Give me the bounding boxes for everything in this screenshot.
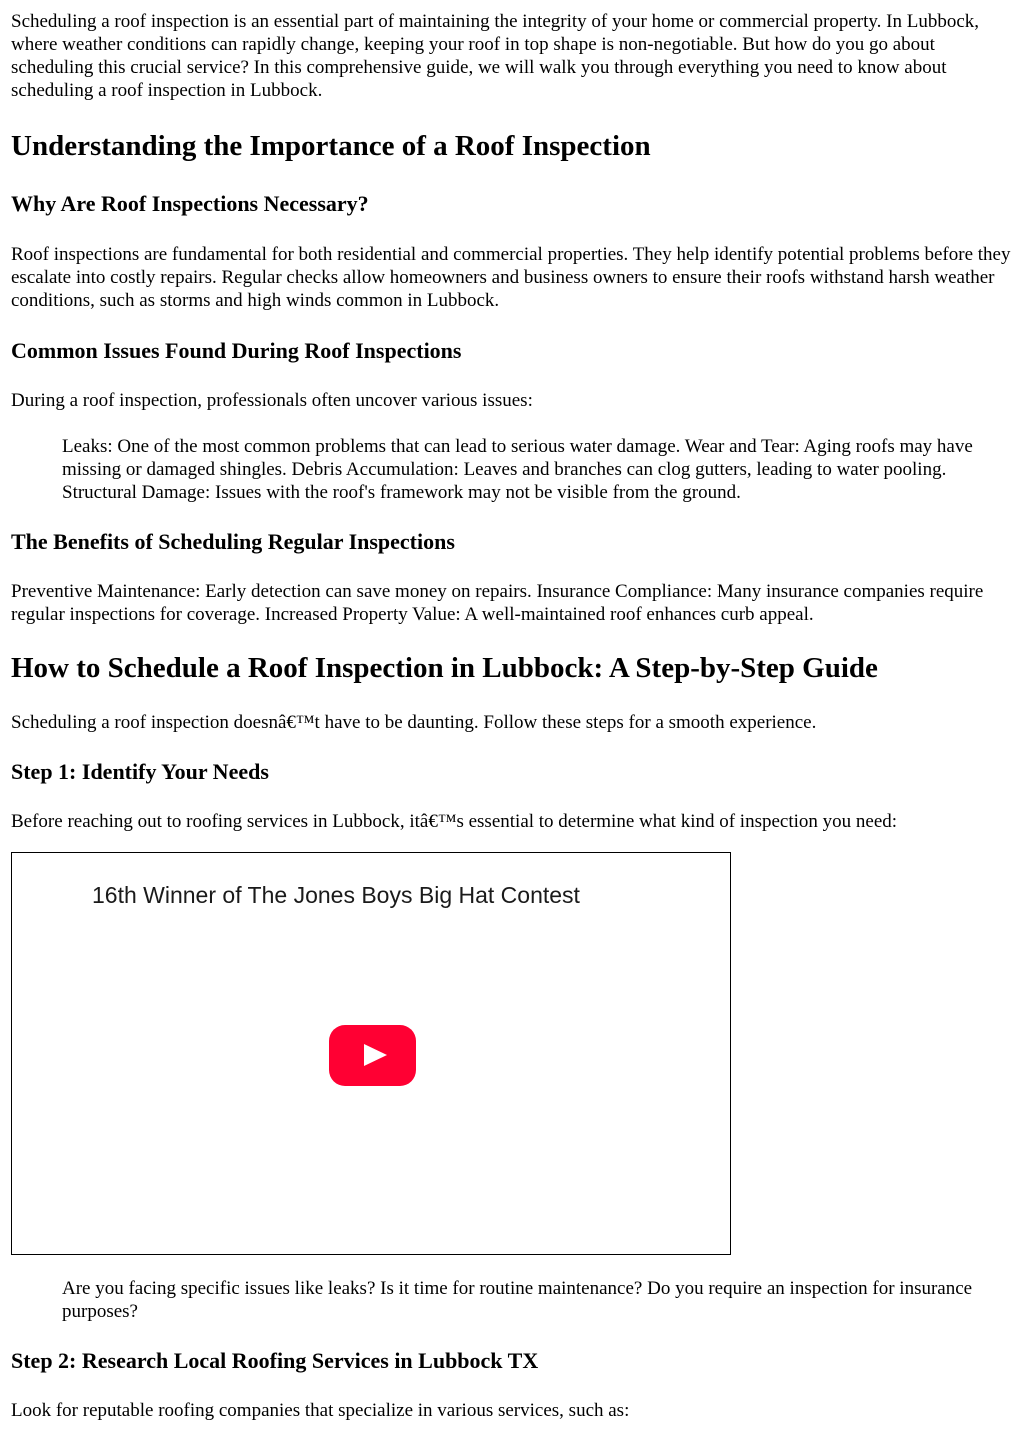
paragraph-why-necessary: Roof inspections are fundamental for both residential and commercial properties. They help identify potential problems before they escalate into costly repairs. Regular checks allow homeowners and business owners to ensure their roofs withstand harsh weather conditions, such as storms and high winds common in Lubbock. [11,244,1011,311]
play-icon [364,1044,387,1066]
paragraph-step-2: Look for reputable roofing companies that specialize in various services, such as: [11,1400,630,1421]
subheading-why-necessary: Why Are Roof Inspections Necessary? [11,191,369,216]
section-heading-how-to-schedule: How to Schedule a Roof Inspection in Lubbock: A Step-by-Step Guide [11,652,878,684]
paragraph-benefits: Preventive Maintenance: Early detection can save money on repairs. Insurance Compliance: Many insurance companies require regular inspections for coverage. Increased Property Value: A well-maintained roof enhances curb appeal. [11,581,984,625]
video-embed[interactable] [11,852,731,1255]
blockquote-step-1: Are you facing specific issues like leaks? Is it time for routine maintenance? Do you require an inspection for insurance purposes? [62,1278,973,1322]
paragraph-common-issues: During a roof inspection, professionals often uncover various issues: [11,390,533,411]
subheading-step-2: Step 2: Research Local Roofing Services in Lubbock TX [11,1348,539,1373]
play-button[interactable] [329,1025,416,1086]
subheading-step-1: Step 1: Identify Your Needs [11,759,269,784]
video-title[interactable]: 16th Winner of The Jones Boys Big Hat Contest [92,882,580,908]
section-heading-importance: Understanding the Importance of a Roof Inspection [11,130,651,162]
intro-paragraph: Scheduling a roof inspection is an essential part of maintaining the integrity of your home or commercial property. In Lubbock, where weather conditions can rapidly change, keeping your roof in top shape is non-negotiable. But how do you go about scheduling this crucial service? In this comprehensive guide, we will walk you through everything you need to know about scheduling a roof inspection in Lubbock. [11,11,980,101]
paragraph-step-1: Before reaching out to roofing services in Lubbock, itâ€™s essential to determine what kind of inspection you need: [11,811,898,832]
subheading-common-issues: Common Issues Found During Roof Inspections [11,338,462,363]
blockquote-common-issues: Leaks: One of the most common problems that can lead to serious water damage. Wear and Tear: Aging roofs may have missing or damaged shingles. Debris Accumulation: Leaves and branches can clog gutters, leading to water pooling. Structural Damage: Issues with the roof's framework may not be visible from the ground. [62,436,973,503]
subheading-benefits: The Benefits of Scheduling Regular Inspections [11,529,455,554]
paragraph-how-to-schedule: Scheduling a roof inspection doesnâ€™t have to be daunting. Follow these steps for a smooth experience. [11,712,817,733]
